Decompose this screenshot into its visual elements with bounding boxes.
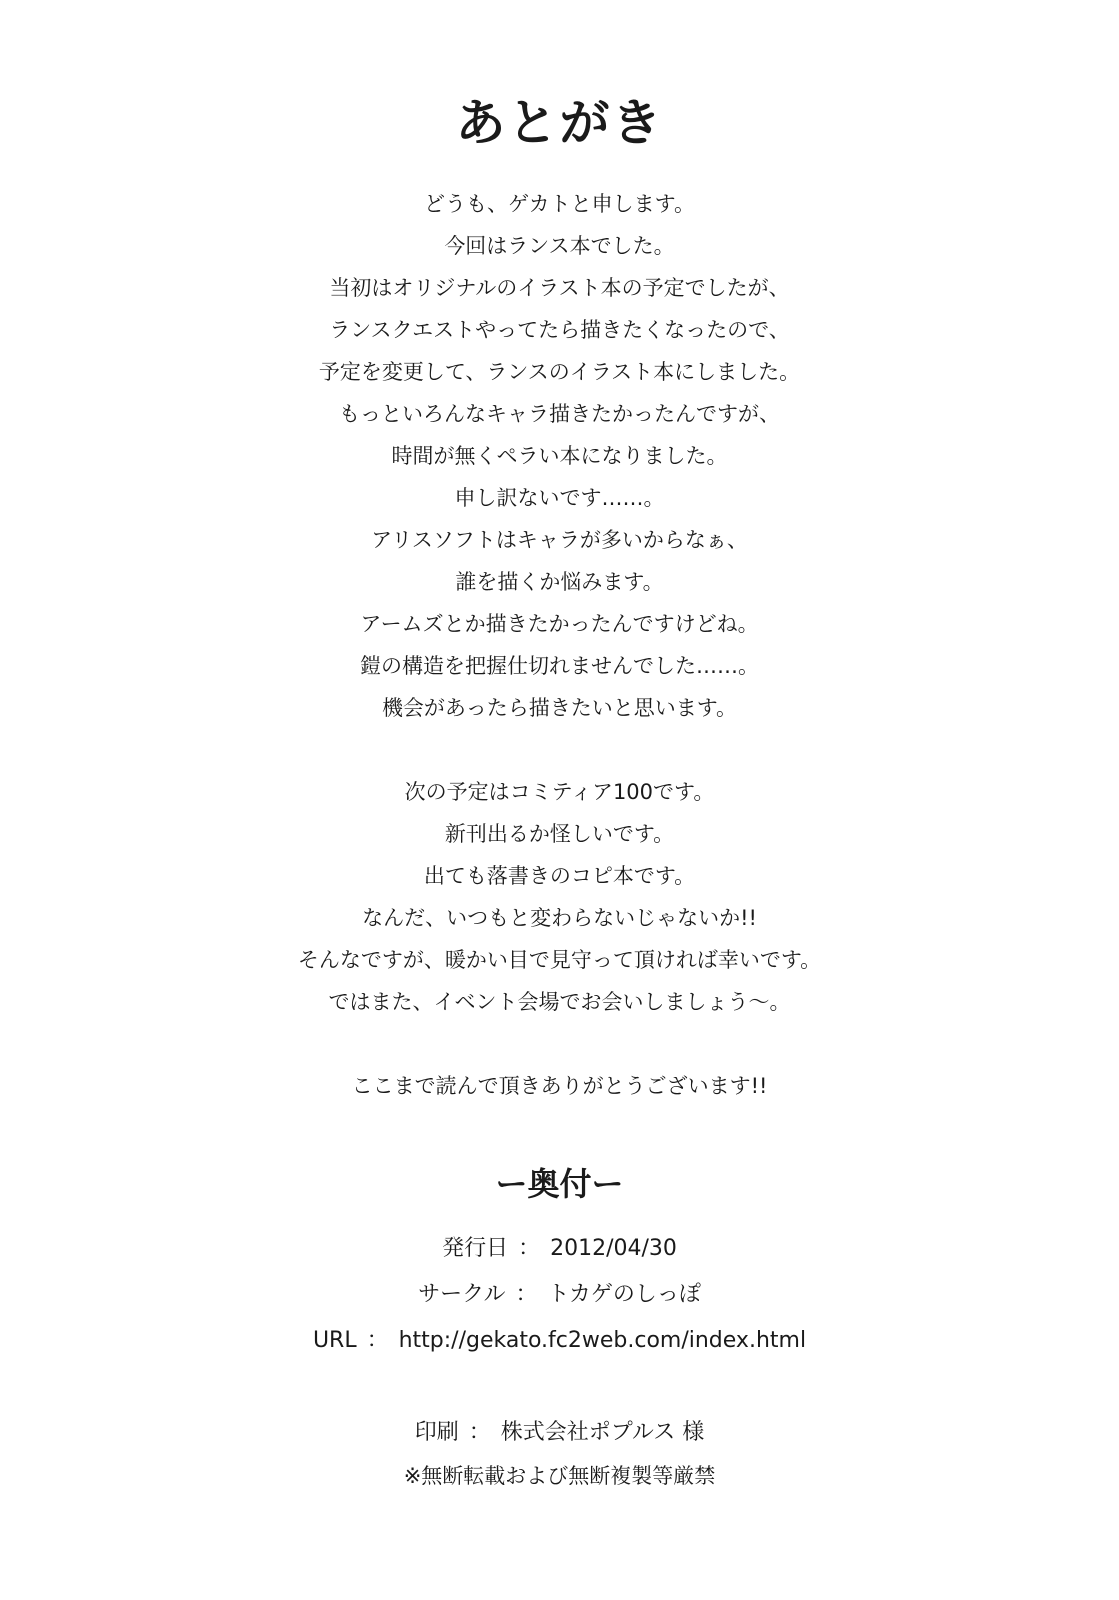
separator: ： [366, 1328, 389, 1353]
afterword-line: 次の予定はコミティア100です。 [404, 780, 715, 804]
circle-value: トカゲのしっぽ [547, 1282, 701, 1307]
afterword-line: 時間が無くペラい本になりました。 [391, 444, 728, 468]
paragraph-gap [0, 1023, 1119, 1065]
afterword-line: 出ても落書きのコピ本です。 [423, 864, 696, 888]
afterword-line: 機会があったら描きたいと思います。 [381, 696, 738, 720]
afterword-line: 今回はランス本でした。 [444, 234, 675, 258]
separator: ： [468, 1420, 491, 1445]
separator: ： [518, 1236, 541, 1261]
separator: ： [515, 1282, 538, 1307]
paragraph-gap [0, 729, 1119, 771]
afterword-line: 新刊出るか怪しいです。 [444, 822, 675, 846]
afterword-line: ランスクエストやってたら描きたくなったので、 [329, 318, 790, 342]
afterword-line: 申し訳ないです……。 [454, 486, 665, 510]
colophon-printer [0, 1413, 1119, 1453]
afterword-line: もっといろんなキャラ描きたかったんですが、 [339, 402, 780, 426]
issue-date-label: 発行日 [442, 1236, 509, 1261]
circle-label: サークル [418, 1282, 506, 1307]
url-value: http://gekato.fc2web.com/index.html [398, 1328, 807, 1353]
colophon-circle [0, 1272, 1119, 1318]
afterword-line: そんなですが、暖かい目で見守って頂ければ幸いです。 [297, 948, 822, 972]
afterword-body [0, 183, 1119, 1107]
printer-value: 株式会社ポプルス 様 [500, 1420, 705, 1445]
colophon-list [0, 1226, 1119, 1364]
copyright-notice: ※無断転載および無断複製等厳禁 [403, 1464, 716, 1488]
afterword-line: ではまた、イベント会場でお会いしましょう～。 [328, 990, 791, 1014]
afterword-line: 鎧の構造を把握仕切れませんでした……。 [360, 654, 759, 678]
colophon-title: ー奥付ー [495, 1165, 624, 1203]
afterword-line: 予定を変更して、ランスのイラスト本にしました。 [318, 360, 801, 384]
afterword-line: なんだ、いつもと変わらないじゃないか!! [362, 906, 757, 930]
printer-label: 印刷 [414, 1420, 459, 1445]
colophon-url [0, 1318, 1119, 1364]
colophon-issue-date [0, 1226, 1119, 1272]
issue-date-value: 2012/04/30 [550, 1236, 677, 1261]
afterword-line: どうも、ゲカトと申します。 [424, 192, 695, 216]
url-label: URL [312, 1328, 357, 1353]
afterword-line: アリスソフトはキャラが多いからなぁ、 [371, 528, 748, 552]
afterword-line: 誰を描くか悩みます。 [455, 570, 664, 594]
afterword-line: アームズとか描きたかったんですけどね。 [360, 612, 759, 636]
afterword-line: ここまで読んで頂きありがとうございます!! [351, 1074, 768, 1098]
page-title: あとがき [455, 94, 664, 152]
afterword-line: 当初はオリジナルのイラスト本の予定でしたが、 [329, 276, 790, 300]
